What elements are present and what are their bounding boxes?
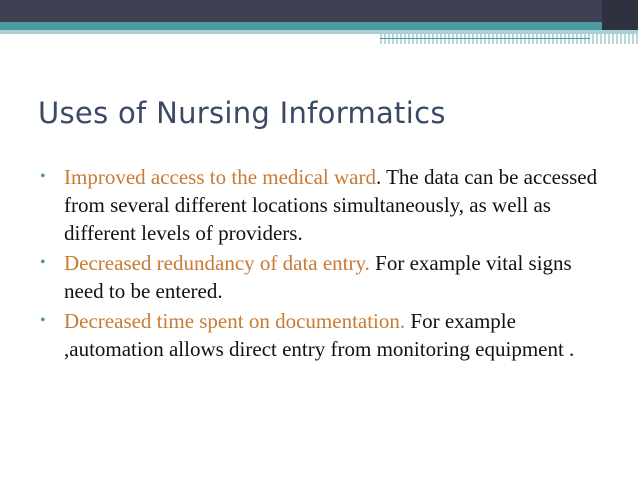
header-stripe bbox=[380, 34, 638, 44]
header-corner-block bbox=[602, 0, 638, 30]
bullet-dot-icon: • bbox=[40, 168, 46, 185]
bullet-list bbox=[40, 163, 600, 365]
bullet-item-documentation bbox=[40, 307, 600, 363]
header-band-teal bbox=[0, 22, 638, 30]
bullet-lead-redundancy: Decreased redundancy of data entry. bbox=[64, 251, 370, 275]
bullet-lead-access: Improved access to the medical ward bbox=[64, 165, 376, 189]
slide-title: Uses of Nursing Informatics bbox=[38, 96, 446, 130]
bullet-dot-icon: • bbox=[40, 312, 46, 329]
bullet-lead-documentation: Decreased time spent on documentation. bbox=[64, 309, 406, 333]
header-band-dark bbox=[0, 0, 638, 22]
bullet-text-documentation: For example ,automation allows direct entry from monitoring equipment . bbox=[64, 309, 575, 361]
bullet-dot-icon: • bbox=[40, 254, 46, 271]
bullet-item-access bbox=[40, 163, 600, 247]
header-thin-line bbox=[380, 38, 590, 39]
bullet-text-redundancy: For example vital signs need to be entered. bbox=[64, 251, 572, 303]
bullet-text-access: . The data can be accessed from several different locations simultaneously, as well as different levels of providers. bbox=[64, 165, 598, 245]
bullet-item-redundancy bbox=[40, 249, 600, 305]
